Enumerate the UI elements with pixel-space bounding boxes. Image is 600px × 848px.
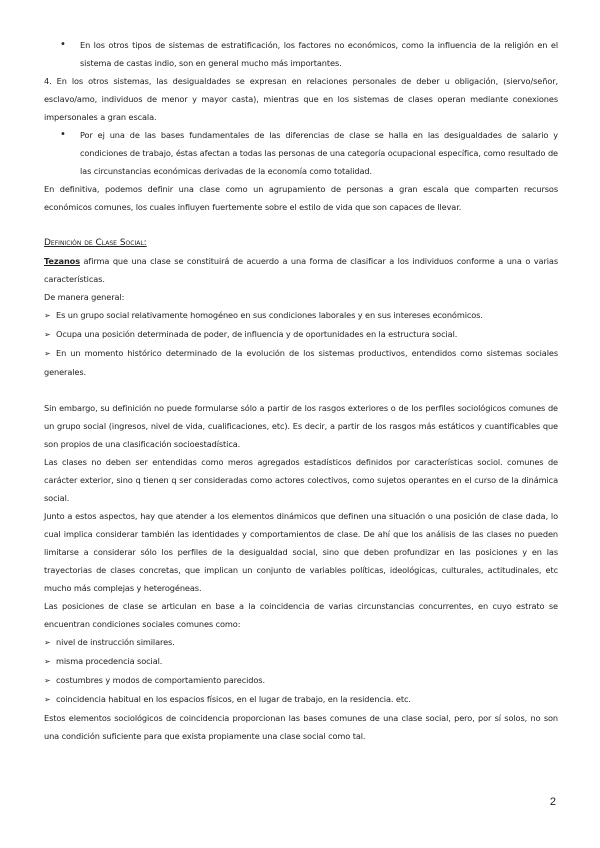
intro-text: afirma que una clase se constituirá de acuerdo a una forma de clasificar a los individuos conforme a una o varias características. [44, 256, 558, 284]
bullet-dot-icon: • [60, 129, 66, 140]
list-item-text: coincidencia habitual en los espacios físicos, en el lugar de trabajo, en la residencia. etc. [56, 694, 411, 704]
arrow-bullet-icon: ➢ [44, 657, 51, 666]
bullet-paragraph [44, 126, 558, 180]
body-paragraph: Las posiciones de clase se articulan en base a la coincidencia de varias circunstancias concurrentes, en cuyo estrato se encuentran condiciones sociales comunes como: [44, 601, 558, 629]
bullet-paragraph [44, 36, 558, 72]
list-item [44, 325, 558, 344]
page-number: 2 [549, 796, 556, 808]
list-item-text: misma procedencia social. [56, 656, 163, 666]
intro-paragraph [44, 252, 558, 288]
list-item-text: costumbres y modos de comportamiento parecidos. [56, 675, 265, 685]
arrow-bullet-icon: ➢ [44, 695, 51, 704]
arrow-bullet-icon: ➢ [44, 638, 51, 647]
list-item-text: nivel de instrucción similares. [56, 637, 175, 647]
body-paragraph: Sin embargo, su definición no puede formularse sólo a partir de los rasgos exteriores o de los perfiles sociológicos comunes de un grupo social (ingresos, nivel de vida, cualificaciones, etc). Es decir, a partir de los rasgos más estáticos y cuantificables que son propios de una clasificación socioestadística. [44, 403, 558, 449]
section-heading: Definición de Clase Social: [44, 238, 147, 248]
conclusion-paragraph: En definitiva, podemos definir una clase como un agrupamiento de personas a gran escala que comparten recursos económicos comunes, los cuales influyen fuertemente sobre el estilo de vida que son capaces de llevar. [44, 184, 558, 212]
list-item [44, 344, 558, 381]
arrow-bullet-icon: ➢ [44, 676, 51, 685]
body-paragraph: Junto a estos aspectos, hay que atender a los elementos dinámicos que definen una situación o una posición de clase dada, lo cual implica considerar también las identidades y comportamientos de clase. De ahí que los análisis de las clases no pueden limitarse a considerar sólo los perfiles de la desigualdad social, sino que deben profundizar en las posiciones y en las trayectorias de clases concretas, que implican un conjunto de variables políticas, ideológicas, culturales, actitudinales, etc mucho más complejas y heterogéneas. [44, 511, 558, 593]
list-item-text: Ocupa una posición determinada de poder, de influencia y de oportunidades en la estructura social. [56, 329, 458, 339]
list-item [44, 671, 558, 690]
paragraph-4: 4. En los otros sistemas, las desigualdades se expresan en relaciones personales de deber u obligación, (siervo/señor, esclavo/amo, individuos de menor y mayor casta), mientras que en los sistemas de clases operan mediante conexiones impersonales a gran escala. [44, 76, 558, 122]
list-item [44, 633, 558, 652]
arrow-bullet-icon: ➢ [44, 349, 51, 358]
list-item-text: En un momento histórico determinado de la evolución de los sistemas productivos, entendidos como sistemas sociales generales. [44, 348, 558, 377]
author-name: Tezanos [44, 256, 80, 266]
list-item [44, 652, 558, 671]
body-paragraph: Estos elementos sociológicos de coincidencia proporcionan las bases comunes de una clase social, pero, por sí solos, no son una condición suficiente para que exista propiamente una clase social como tal. [44, 713, 558, 741]
body-paragraph: Las clases no deben ser entendidas como meros agregados estadísticos definidos por características sociol. comunes de carácter exterior, sino q tienen q ser consideradas como actores colectivos, como sujetos operantes en el curso de la dinámica social. [44, 457, 558, 503]
bullet-dot-icon: • [60, 39, 66, 50]
list-item-text: Es un grupo social relativamente homogéneo en sus condiciones laborales y en sus intereses económicos. [56, 310, 483, 320]
page-content [44, 36, 558, 745]
bullet-text: Por ej una de las bases fundamentales de las diferencias de clase se halla en las desigualdades de salario y condiciones de trabajo, éstas afectan a todas las personas de una categoría ocupacional específica, como resultado de las circunstancias económicas derivadas de la economía como totalidad. [80, 130, 558, 176]
manera-label: De manera general: [44, 292, 125, 302]
list-item [44, 306, 558, 325]
arrow-bullet-icon: ➢ [44, 330, 51, 339]
arrow-bullet-icon: ➢ [44, 311, 51, 320]
list-item [44, 690, 558, 709]
bullet-text: En los otros tipos de sistemas de estratificación, los factores no económicos, como la influencia de la religión en el sistema de castas indio, son en general mucho más importantes. [80, 40, 558, 68]
